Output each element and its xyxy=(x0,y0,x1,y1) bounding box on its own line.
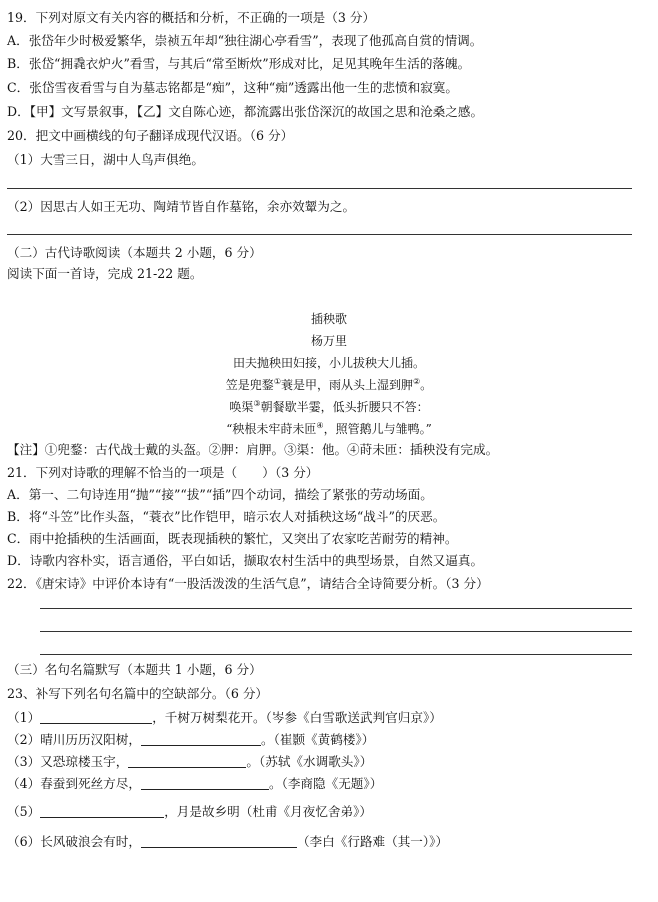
q23-item-5 xyxy=(7,803,372,820)
q21-option-d: D．诗歌内容朴实，语言通俗，平白如话，撷取农村生活中的典型场景，自然又逼真。 xyxy=(7,553,484,568)
q23-item-6-prefix: （6）长风破浪会有时， xyxy=(7,834,141,849)
fill-in-blank[interactable] xyxy=(141,833,297,848)
poem-line-1: 田夫抛秧田妇接，小儿拔秧大儿插。 xyxy=(232,356,425,370)
poem-line-3-part-2: 朝餐歇半霎，低头折腰只不答： xyxy=(260,400,429,414)
q23-item-6 xyxy=(7,833,448,850)
q23-item-3-prefix: （3）又恐琼楼玉宇， xyxy=(7,754,129,769)
poem-note: 【注】①兜鍪：古代战士戴的头盔。②胛：肩胛。③渠：他。④莳未匝：插秧没有完成。 xyxy=(7,442,499,457)
fill-in-blank[interactable] xyxy=(128,753,246,768)
q23-item-6-suffix: （李白《行路难（其一）》） xyxy=(296,834,449,849)
poem-line-4 xyxy=(0,421,658,437)
q23-item-1 xyxy=(7,709,442,726)
footnote-marker: ④ xyxy=(316,421,324,430)
footnote-marker: ② xyxy=(413,377,421,386)
q19-option-d: D．【甲】文写景叙事，【乙】文自陈心迹，都流露出张岱深沉的故国之思和沧桑之感。 xyxy=(7,104,484,119)
fill-in-blank[interactable] xyxy=(40,803,164,818)
footnote-marker: ① xyxy=(273,377,281,386)
poem-line-2-part-3: 。 xyxy=(420,378,433,392)
q19-stem: 19．下列对原文有关内容的概括和分析，不正确的一项是（3 分） xyxy=(7,10,376,25)
answer-line xyxy=(7,188,632,189)
q23-stem: 23、补写下列名句名篇中的空缺部分。（6 分） xyxy=(7,686,269,701)
fill-in-blank[interactable] xyxy=(141,731,261,746)
q23-item-4 xyxy=(7,775,382,792)
q19-option-c: C．张岱雪夜看雪与自为墓志铭都是“痴”，这种“痴”透露出他一生的悲愤和寂寞。 xyxy=(7,80,458,95)
fill-in-blank[interactable] xyxy=(40,709,152,724)
q23-item-3-suffix: 。（苏轼《水调歌头》） xyxy=(246,754,373,769)
poem-line-2-part-2: 蓑是甲，雨从头上湿到胛 xyxy=(280,378,413,392)
q23-item-2-prefix: （2）晴川历历汉阳树， xyxy=(7,732,141,747)
q23-item-4-suffix: 。（李商隐《无题》） xyxy=(268,776,383,791)
q23-item-5-prefix: （5） xyxy=(7,804,41,819)
section2-heading: （二）古代诗歌阅读（本题共 2 小题，6 分） xyxy=(7,245,262,260)
q22-stem: 22．《唐宋诗》中评价本诗有“一股活泼泼的生活气息”，请结合全诗简要分析。（3 分） xyxy=(7,576,489,591)
q21-option-c: C．雨中抢插秧的生活画面，既表现插秧的繁忙，又突出了农家吃苦耐劳的精神。 xyxy=(7,531,458,546)
q20-item-2: （2）因思古人如王无功、陶靖节皆自作墓铭，余亦效颦为之。 xyxy=(7,199,356,214)
poem-line-2-part-1: 笠是兜鍪 xyxy=(225,378,274,392)
section3-heading: （三）名句名篇默写（本题共 1 小题，6 分） xyxy=(7,662,262,677)
q23-item-5-suffix: ，月是故乡明（杜甫《月夜忆舍弟》） xyxy=(164,804,372,819)
q20-item-1: （1）大雪三日，湖中人鸟声俱绝。 xyxy=(7,152,204,167)
poem-author: 杨万里 xyxy=(310,334,347,348)
q23-item-1-suffix: ，千树万树梨花开。（岑参《白雪歌送武判官归京》） xyxy=(152,710,442,725)
poem-line-4-part-2: ，照管鹅儿与雏鸭。” xyxy=(323,422,432,436)
section2-intro: 阅读下面一首诗，完成 21-22 题。 xyxy=(7,266,203,281)
q23-item-2-suffix: 。（崔颢《黄鹤楼》） xyxy=(260,732,375,747)
q23-item-3 xyxy=(7,753,372,770)
fill-in-blank[interactable] xyxy=(141,775,269,790)
answer-line xyxy=(40,608,632,609)
poem-line-4-part-1: “秧根未牢莳未匝 xyxy=(226,422,317,436)
q21-option-a: A．第一、二句诗连用“抛”“接”“拔”“插”四个动词，描绘了紧张的劳动场面。 xyxy=(7,487,433,502)
poem-title: 插秧歌 xyxy=(310,312,347,326)
poem-line-3 xyxy=(0,399,658,415)
footnote-marker: ③ xyxy=(253,399,261,408)
q23-item-1-prefix: （1） xyxy=(7,710,41,725)
q21-option-b: B．将“斗笠”比作头盔，“蓑衣”比作铠甲，暗示农人对插秧这场“战斗”的厌恶。 xyxy=(7,509,446,524)
q21-stem: 21．下列对诗歌的理解不恰当的一项是（ ）（3 分） xyxy=(7,465,319,480)
poem-line-2 xyxy=(0,377,658,393)
poem-line-3-part-1: 唤渠 xyxy=(229,400,254,414)
q19-option-a: A．张岱年少时极爱繁华，崇祯五年却“独往湖心亭看雪”，表现了他孤高自赏的情调。 xyxy=(7,33,483,48)
q23-item-2 xyxy=(7,731,374,748)
q20-stem: 20．把文中画横线的句子翻译成现代汉语。（6 分） xyxy=(7,128,294,143)
q23-item-4-prefix: （4）春蚕到死丝方尽， xyxy=(7,776,141,791)
answer-line xyxy=(40,654,632,655)
answer-line xyxy=(7,234,632,235)
q19-option-b: B．张岱“拥毳衣炉火”看雪，与其后“常至断炊”形成对比，足见其晚年生活的落魄。 xyxy=(7,56,471,71)
answer-line xyxy=(40,631,632,632)
